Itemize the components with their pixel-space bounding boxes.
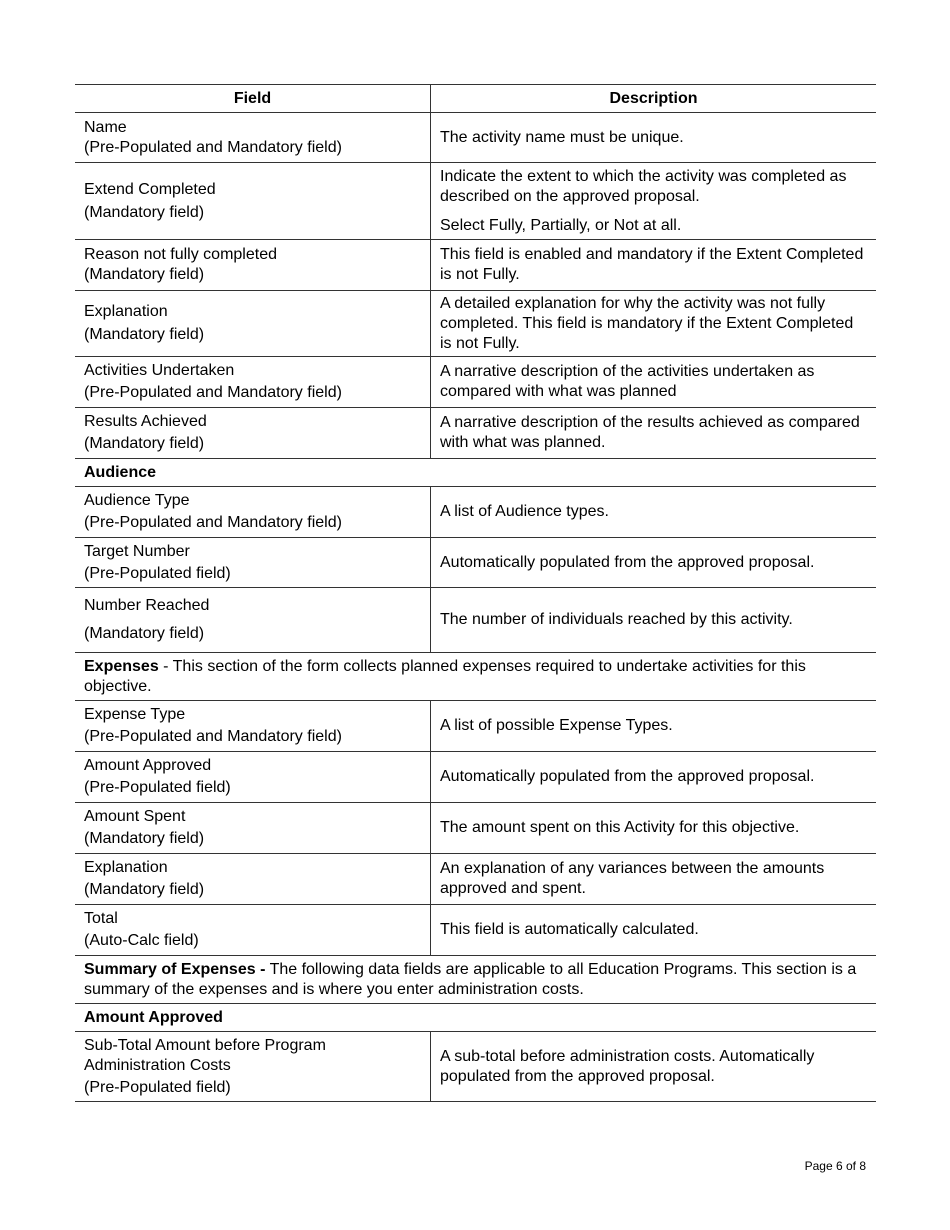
description-cell: This field is enabled and mandatory if the Extent Completed is not Fully.: [431, 240, 877, 291]
field-cell: [75, 113, 431, 163]
field-cell: [75, 487, 431, 538]
description-cell: A narrative description of the results achieved as compared with what was planned.: [431, 408, 877, 459]
field-qualifier: (Mandatory field): [84, 830, 205, 847]
table-row: [75, 113, 876, 163]
field-cell: [75, 357, 431, 408]
field-cell: [75, 588, 431, 653]
field-cell: [75, 803, 431, 854]
description-cell: A list of Audience types.: [431, 487, 877, 538]
table-row: [75, 752, 876, 803]
field-qualifier: (Mandatory field): [84, 326, 205, 343]
field-cell: [75, 905, 431, 956]
section-expenses: [75, 653, 876, 701]
field-cell: [75, 408, 431, 459]
description-cell: A sub-total before administration costs. Automatically populated from the approved proposal.: [431, 1032, 877, 1102]
field-qualifier: (Pre-Populated and Mandatory field): [84, 514, 342, 531]
field-description-table: [75, 84, 876, 1102]
description-cell: [431, 163, 877, 240]
table-row: [75, 905, 876, 956]
field-name: Amount Spent: [84, 808, 186, 825]
description-cell: The activity name must be unique.: [431, 113, 877, 163]
field-name: Expense Type: [84, 706, 186, 723]
description-cell: A detailed explanation for why the activity was not fully completed. This field is mandatory if the Extent Completed is not Fully.: [431, 291, 877, 357]
field-cell: [75, 752, 431, 803]
section-title: Expenses: [84, 657, 159, 675]
field-qualifier: (Mandatory field): [84, 435, 205, 452]
description-cell: An explanation of any variances between the amounts approved and spent.: [431, 854, 877, 905]
field-qualifier: (Mandatory field): [84, 266, 205, 283]
field-name: Activities Undertaken: [84, 362, 235, 379]
section-text: - This section of the form collects planned expenses required to undertake activities for this objective.: [84, 657, 806, 695]
section-amount-approved: Amount Approved: [75, 1004, 876, 1032]
table-row: [75, 538, 876, 588]
field-name: Explanation: [84, 859, 168, 876]
section-text: The following data fields are applicable to all Education Programs. This section is a summary of the expenses and is where you enter administration costs.: [84, 960, 857, 998]
section-title: Summary of Expenses -: [84, 960, 266, 978]
field-name: Number Reached: [84, 597, 210, 614]
description-text: Select Fully, Partially, or Not at all.: [440, 216, 682, 234]
field-qualifier: (Mandatory field): [84, 625, 205, 642]
description-column-header: Description: [431, 85, 877, 113]
field-name: Reason not fully completed: [84, 246, 277, 263]
field-cell: [75, 701, 431, 752]
description-cell: A narrative description of the activities undertaken as compared with what was planned: [431, 357, 877, 408]
description-cell: Automatically populated from the approved proposal.: [431, 538, 877, 588]
field-qualifier: (Pre-Populated and Mandatory field): [84, 728, 342, 745]
field-name: Target Number: [84, 542, 190, 560]
field-column-header: Field: [75, 85, 431, 113]
page-number: Page 6 of 8: [804, 1159, 866, 1173]
table-row: [75, 240, 876, 291]
field-name: Total: [84, 910, 118, 927]
field-qualifier: (Pre-Populated field): [84, 564, 231, 582]
table-row: [75, 357, 876, 408]
field-qualifier: (Mandatory field): [84, 203, 205, 221]
section-audience: Audience: [75, 459, 876, 487]
description-cell: Automatically populated from the approved proposal.: [431, 752, 877, 803]
field-qualifier: (Mandatory field): [84, 881, 205, 898]
description-cell: The amount spent on this Activity for this objective.: [431, 803, 877, 854]
table-row: [75, 1032, 876, 1102]
field-name: Amount Approved: [84, 757, 212, 774]
field-name: Sub-Total Amount before Program Administration Costs: [84, 1036, 326, 1074]
field-cell: [75, 291, 431, 357]
field-qualifier: (Pre-Populated field): [84, 779, 231, 796]
field-name: Audience Type: [84, 492, 190, 509]
field-cell: [75, 1032, 431, 1102]
field-cell: [75, 538, 431, 588]
table-row: [75, 291, 876, 357]
section-row: [75, 1004, 876, 1032]
field-cell: [75, 240, 431, 291]
table-row: [75, 487, 876, 538]
table-row: [75, 854, 876, 905]
field-name: Name: [84, 118, 127, 136]
table-row: [75, 588, 876, 653]
table-row: [75, 408, 876, 459]
field-name: Extend Completed: [84, 180, 216, 198]
field-qualifier: (Pre-Populated field): [84, 1078, 231, 1096]
field-cell: [75, 854, 431, 905]
description-text: Indicate the extent to which the activity was completed as described on the approved proposal.: [440, 167, 847, 205]
description-cell: This field is automatically calculated.: [431, 905, 877, 956]
section-row: [75, 956, 876, 1004]
section-summary-of-expenses: [75, 956, 876, 1004]
section-row: [75, 653, 876, 701]
field-name: Results Achieved: [84, 413, 207, 430]
field-qualifier: (Pre-Populated and Mandatory field): [84, 138, 342, 156]
section-row: [75, 459, 876, 487]
description-cell: The number of individuals reached by this activity.: [431, 588, 877, 653]
table-row: [75, 803, 876, 854]
field-qualifier: (Auto-Calc field): [84, 932, 199, 949]
table-row: [75, 163, 876, 240]
table-header: [75, 85, 876, 113]
field-qualifier: (Pre-Populated and Mandatory field): [84, 384, 342, 401]
field-cell: [75, 163, 431, 240]
table-row: [75, 701, 876, 752]
field-name: Explanation: [84, 303, 168, 320]
description-cell: A list of possible Expense Types.: [431, 701, 877, 752]
